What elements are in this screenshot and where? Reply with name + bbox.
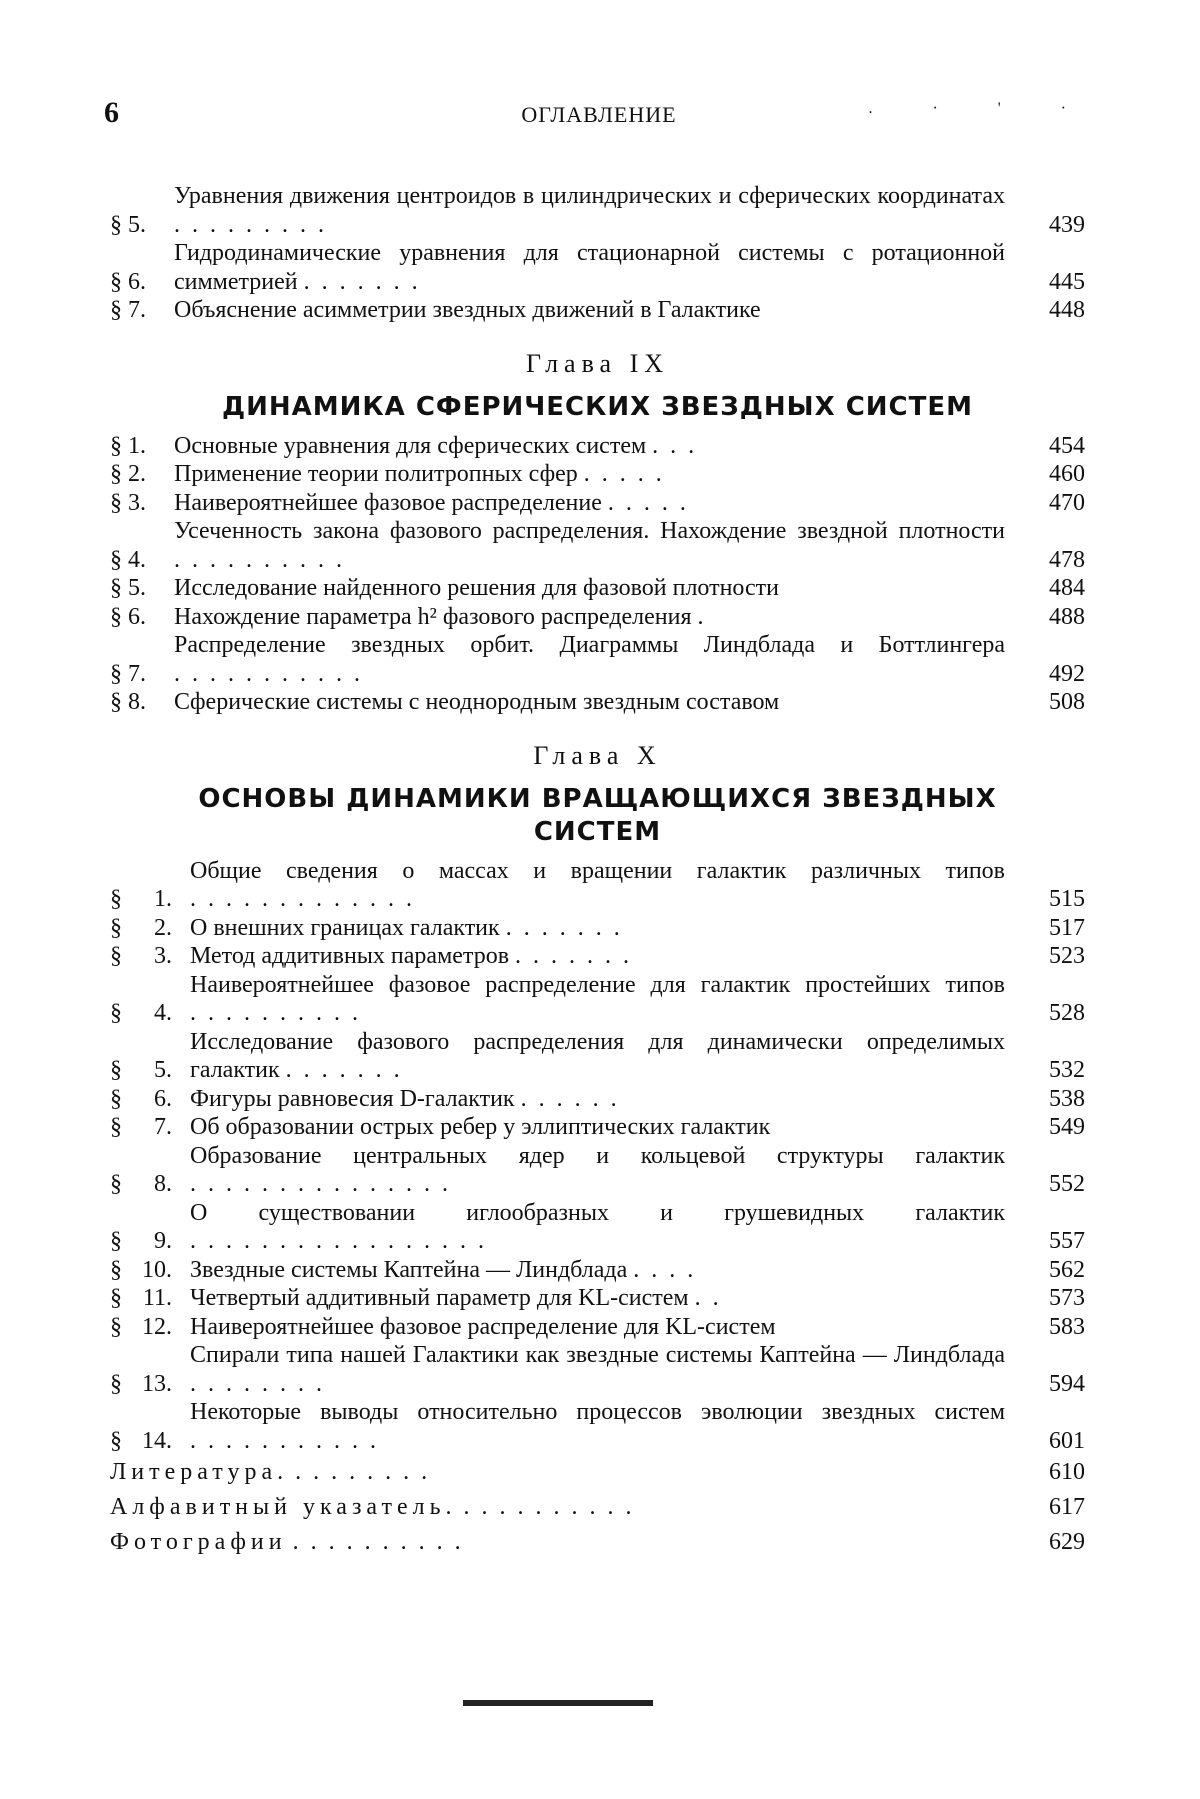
toc-entry [110, 1398, 1085, 1455]
toc-entry-page: 523 [1049, 943, 1085, 969]
section-mark: § 9. [110, 1228, 172, 1254]
toc-entry-page: 492 [1049, 660, 1085, 687]
toc-entry-page: 610 [1049, 1459, 1085, 1485]
toc-entry-title: Четвертый аддитивный параметр для KL-систем .. [190, 1285, 731, 1311]
toc-entry-page: 448 [1049, 297, 1085, 323]
toc-entry-page: 549 [1049, 1114, 1085, 1140]
toc-entry [110, 1113, 1085, 1142]
toc-entry-page: 617 [1049, 1494, 1085, 1520]
page-number: 6 [104, 96, 119, 129]
toc-entry-page: 573 [1049, 1285, 1085, 1311]
toc-entry-page: 508 [1049, 689, 1085, 715]
toc-entry-page: 478 [1049, 546, 1085, 573]
toc-entry-title: Объяснение асимметрии звездных движений в Галактике [174, 297, 761, 323]
toc-entry-page: 470 [1049, 489, 1085, 516]
toc-entry-title: О внешних границах галактик ....... [190, 914, 632, 941]
toc-entry [110, 239, 1085, 296]
section-mark: § 1. [110, 886, 172, 912]
toc-entry [110, 1199, 1085, 1256]
section-mark: § 11. [110, 1285, 172, 1311]
toc-entry-title: Наивероятнейшее фазовое распределение ..... [174, 489, 698, 516]
table-of-contents [110, 182, 1085, 1560]
toc-entry [110, 1085, 1085, 1114]
toc-entry [110, 1256, 1085, 1285]
toc-entry-page: 460 [1049, 461, 1085, 487]
toc-entry-title: Усеченность закона фазового распределения. Нахождение звездной плотности .......... [174, 518, 1005, 573]
toc-entry-page: 484 [1049, 575, 1085, 601]
toc-entry [110, 460, 1085, 489]
toc-entry-title: Алфавитный указатель........... [110, 1494, 644, 1520]
toc-entry-title: Звездные системы Каптейна — Линдблада .... [190, 1256, 706, 1283]
section-mark: § 1. [110, 432, 146, 459]
toc-entry-page: 488 [1049, 603, 1085, 630]
section-mark: § 3. [110, 943, 172, 969]
section-mark: § 5. [110, 575, 146, 601]
toc-entry-page: 594 [1049, 1370, 1085, 1397]
chapter-title: ДИНАМИКА СФЕРИЧЕСКИХ ЗВЕЗДНЫХ СИСТЕМ [221, 391, 974, 422]
toc-entry-page: 515 [1049, 886, 1085, 912]
toc-entry [110, 942, 1085, 971]
section-mark: § 3. [110, 489, 146, 516]
section-mark: § 8. [110, 689, 146, 715]
toc-entry-title: Общие сведения о массах и вращении галактик различных типов ............. [190, 857, 1005, 912]
toc-entry-page: 445 [1049, 268, 1085, 295]
toc-entry [110, 914, 1085, 943]
toc-entry [110, 603, 1085, 632]
toc-entry-page: 557 [1049, 1228, 1085, 1254]
toc-entry-page: 532 [1049, 1057, 1085, 1083]
toc-entry [110, 1142, 1085, 1199]
toc-entry-title: Применение теории политропных сфер ..... [174, 461, 674, 487]
toc-entry-title: Фигуры равновесия D-галактик ...... [190, 1085, 629, 1112]
toc-entry-title: Исследование фазового распределения для динамически определимых галактик ....... [190, 1028, 1005, 1083]
toc-entry [110, 517, 1085, 574]
toc-entry [110, 688, 1085, 717]
toc-entry [110, 432, 1085, 461]
toc-entry [110, 1455, 1085, 1490]
toc-entry-page: 552 [1049, 1171, 1085, 1197]
toc-entry [110, 489, 1085, 518]
section-mark: § 10. [110, 1256, 172, 1283]
section-mark: § 12. [110, 1313, 172, 1340]
running-header [104, 96, 1094, 136]
chapter-label: Глава IX [526, 348, 669, 378]
chapter-10-section [110, 857, 1085, 1456]
section-mark: § 4. [110, 546, 146, 573]
section-mark: § 6. [110, 1085, 172, 1112]
toc-entry-title: Наивероятнейшее фазовое распределение для KL-систем [190, 1313, 776, 1340]
section-mark: § 8. [110, 1171, 172, 1197]
toc-entry-title: Фотографии .......... [110, 1529, 473, 1555]
toc-entry-page: 528 [1049, 1000, 1085, 1026]
toc-entry-title: Распределение звездных орбит. Диаграммы Линдблада и Боттлингера ........... [174, 632, 1005, 687]
toc-entry [110, 1490, 1085, 1525]
toc-entry [110, 857, 1085, 914]
section-mark: § 7. [110, 297, 146, 323]
section-mark: § 2. [110, 914, 172, 941]
toc-entry [110, 1341, 1085, 1398]
toc-entry [110, 1313, 1085, 1342]
section-mark: § 14. [110, 1427, 172, 1454]
toc-entry-title: Основные уравнения для сферических систем ... [174, 432, 707, 459]
toc-entry-page: 439 [1049, 211, 1085, 238]
toc-entry-page: 629 [1049, 1529, 1085, 1555]
toc-entry-page: 601 [1049, 1427, 1085, 1454]
toc-entry-page: 517 [1049, 914, 1085, 941]
toc-entry-title: Исследование найденного решения для фазовой плотности [174, 575, 780, 601]
section-mark: § 6. [110, 603, 146, 630]
chapter-9-section [110, 432, 1085, 717]
section-mark: § 6. [110, 268, 146, 295]
toc-entry [110, 1028, 1085, 1085]
toc-entry-title: Гидродинамические уравнения для стационарной системы с ротационной симметрией ....... [174, 240, 1005, 295]
toc-entry-title: Некоторые выводы относительно процессов эволюции звездных систем ........... [190, 1399, 1005, 1454]
section-mark: § 13. [110, 1370, 172, 1397]
section-mark: § 4. [110, 1000, 172, 1026]
back-matter [110, 1455, 1085, 1560]
toc-entry-title: Об образовании острых ребер у эллиптических галактик [190, 1114, 771, 1140]
toc-entry-title: Литература......... [110, 1459, 440, 1485]
section-mark: § 5. [110, 1057, 172, 1083]
continued-chapter-section [110, 182, 1085, 325]
toc-entry [110, 971, 1085, 1028]
toc-entry-page: 562 [1049, 1256, 1085, 1283]
toc-entry-page: 583 [1049, 1313, 1085, 1340]
toc-entry-page: 454 [1049, 432, 1085, 459]
toc-entry-title: Спирали типа нашей Галактики как звездные системы Каптейна — Линдблада ........ [190, 1342, 1005, 1397]
section-mark: § 7. [110, 660, 146, 687]
toc-entry-title: Наивероятнейшее фазовое распределение для галактик простейших типов .......... [190, 971, 1005, 1026]
toc-entry-title: О существовании иглообразных и грушевидных галактик ................. [190, 1199, 1005, 1254]
toc-entry-title: Метод аддитивных параметров ....... [190, 943, 642, 969]
toc-entry-title: Уравнения движения центроидов в цилиндрических и сферических координатах ......... [174, 183, 1005, 238]
toc-entry [110, 1284, 1085, 1313]
toc-entry-title: Нахождение параметра h² фазового распределения . [174, 603, 716, 630]
print-specks: . · ' · [868, 100, 1094, 117]
footer-rule [463, 1700, 653, 1706]
section-mark: § 7. [110, 1114, 172, 1140]
toc-entry-page: 538 [1049, 1085, 1085, 1112]
toc-entry [110, 182, 1085, 239]
section-mark: § 5. [110, 211, 146, 238]
toc-entry [110, 574, 1085, 603]
toc-entry [110, 1525, 1085, 1560]
chapter-label: Глава X [533, 740, 662, 770]
toc-entry [110, 631, 1085, 688]
toc-entry-title: Образование центральных ядер и кольцевой структуры галактик ............... [190, 1142, 1005, 1197]
toc-entry [110, 296, 1085, 325]
chapter-title: ОСНОВЫ ДИНАМИКИ ВРАЩАЮЩИХСЯ ЗВЕЗДНЫХ СИСТЕМ [198, 783, 997, 847]
toc-entry-title: Сферические системы с неоднородным звездным составом [174, 689, 780, 715]
section-mark: § 2. [110, 461, 146, 487]
running-title: ОГЛАВЛЕНИЕ [521, 102, 677, 127]
